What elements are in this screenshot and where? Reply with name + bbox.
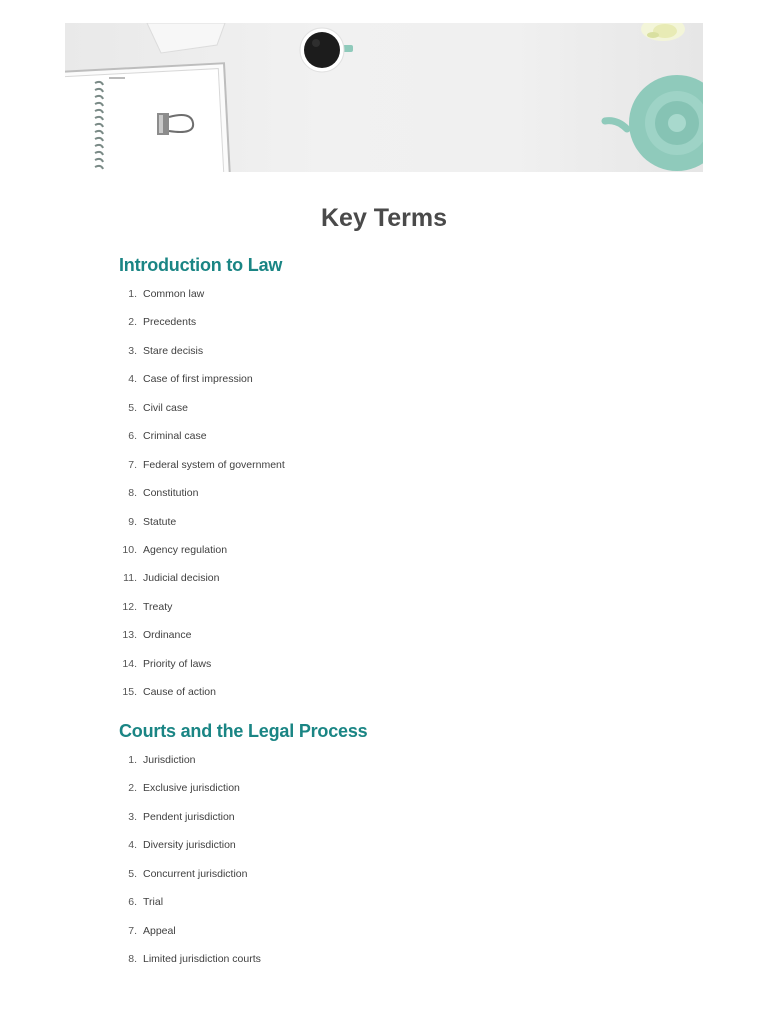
coffee-cup-icon xyxy=(300,28,353,72)
list-item-text: Exclusive jurisdiction xyxy=(143,782,240,795)
list-item-number: 6. xyxy=(128,896,137,909)
list-item xyxy=(110,569,285,597)
list-item xyxy=(110,893,261,921)
list-item-number: 4. xyxy=(128,839,137,852)
list-item xyxy=(110,285,285,313)
section-title-courts-and-legal-process: Courts and the Legal Process xyxy=(119,721,368,741)
list-item-text: Concurrent jurisdiction xyxy=(143,867,248,880)
list-item xyxy=(110,427,285,455)
list-item-number: 8. xyxy=(128,953,137,966)
list-item-text: Limited jurisdiction courts xyxy=(143,953,261,966)
list-item-text: Judicial decision xyxy=(143,572,220,585)
term-list-introduction-to-law xyxy=(110,285,285,712)
list-item xyxy=(110,751,261,779)
teapot-icon xyxy=(602,75,703,171)
list-item-number: 2. xyxy=(128,782,137,795)
list-item xyxy=(110,598,285,626)
list-item-number: 7. xyxy=(128,458,137,471)
list-item-number: 15. xyxy=(122,686,137,699)
paper-sheet-icon xyxy=(147,23,225,53)
list-item-text: Civil case xyxy=(143,401,188,414)
list-item-number: 8. xyxy=(128,487,137,500)
list-item-number: 13. xyxy=(122,629,137,642)
list-item-text: Stare decisis xyxy=(143,344,204,357)
list-item xyxy=(110,456,285,484)
list-item xyxy=(110,683,285,711)
list-item-number: 11. xyxy=(123,572,137,585)
notebook-icon xyxy=(65,63,230,172)
list-item-number: 12. xyxy=(122,600,137,613)
list-item-number: 1. xyxy=(128,754,137,766)
list-item-number: 1. xyxy=(128,288,137,300)
list-item-number: 10. xyxy=(122,543,137,556)
list-item xyxy=(110,779,261,807)
list-item-number: 3. xyxy=(128,810,137,823)
list-item xyxy=(110,513,285,541)
list-item-text: Diversity jurisdiction xyxy=(143,839,236,852)
list-item xyxy=(110,922,261,950)
header-banner-image xyxy=(65,23,703,172)
list-item xyxy=(110,626,285,654)
list-item xyxy=(110,484,285,512)
list-item-number: 14. xyxy=(122,657,137,670)
list-item-text: Pendent jurisdiction xyxy=(143,810,235,823)
list-item-text: Ordinance xyxy=(143,629,192,642)
list-item-text: Appeal xyxy=(143,924,176,937)
list-item-text: Agency regulation xyxy=(143,543,228,556)
list-item-number: 7. xyxy=(128,924,137,937)
list-item xyxy=(110,865,261,893)
list-item-text: Treaty xyxy=(143,600,173,613)
list-item-text: Statute xyxy=(143,515,177,528)
list-item-text: Criminal case xyxy=(143,430,207,443)
list-item-number: 9. xyxy=(128,515,137,528)
list-item-number: 6. xyxy=(128,430,137,443)
list-item-text: Priority of laws xyxy=(143,657,212,670)
list-item-number: 5. xyxy=(128,401,137,414)
list-item-text: Common law xyxy=(143,288,205,300)
list-item-number: 2. xyxy=(128,316,137,329)
section-title-introduction-to-law: Introduction to Law xyxy=(119,255,283,275)
flower-icon xyxy=(641,23,685,41)
list-item-text: Jurisdiction xyxy=(143,754,196,766)
list-item-text: Cause of action xyxy=(143,686,216,699)
list-item xyxy=(110,836,261,864)
list-item-number: 5. xyxy=(128,867,137,880)
list-item xyxy=(110,342,285,370)
list-item-text: Federal system of government xyxy=(143,458,285,471)
list-item-text: Precedents xyxy=(143,316,197,329)
list-item-text: Case of first impression xyxy=(143,373,253,386)
list-item-number: 4. xyxy=(128,373,137,386)
list-item xyxy=(110,541,285,569)
list-item xyxy=(110,399,285,427)
list-item xyxy=(110,313,285,341)
list-item-text: Constitution xyxy=(143,487,199,500)
list-item xyxy=(110,950,261,978)
list-item xyxy=(110,655,285,683)
list-item xyxy=(110,808,261,836)
list-item-text: Trial xyxy=(143,896,164,909)
list-item-number: 3. xyxy=(128,344,137,357)
list-item xyxy=(110,370,285,398)
term-list-courts-and-legal-process xyxy=(110,751,261,979)
page-title: Key Terms xyxy=(321,204,447,232)
